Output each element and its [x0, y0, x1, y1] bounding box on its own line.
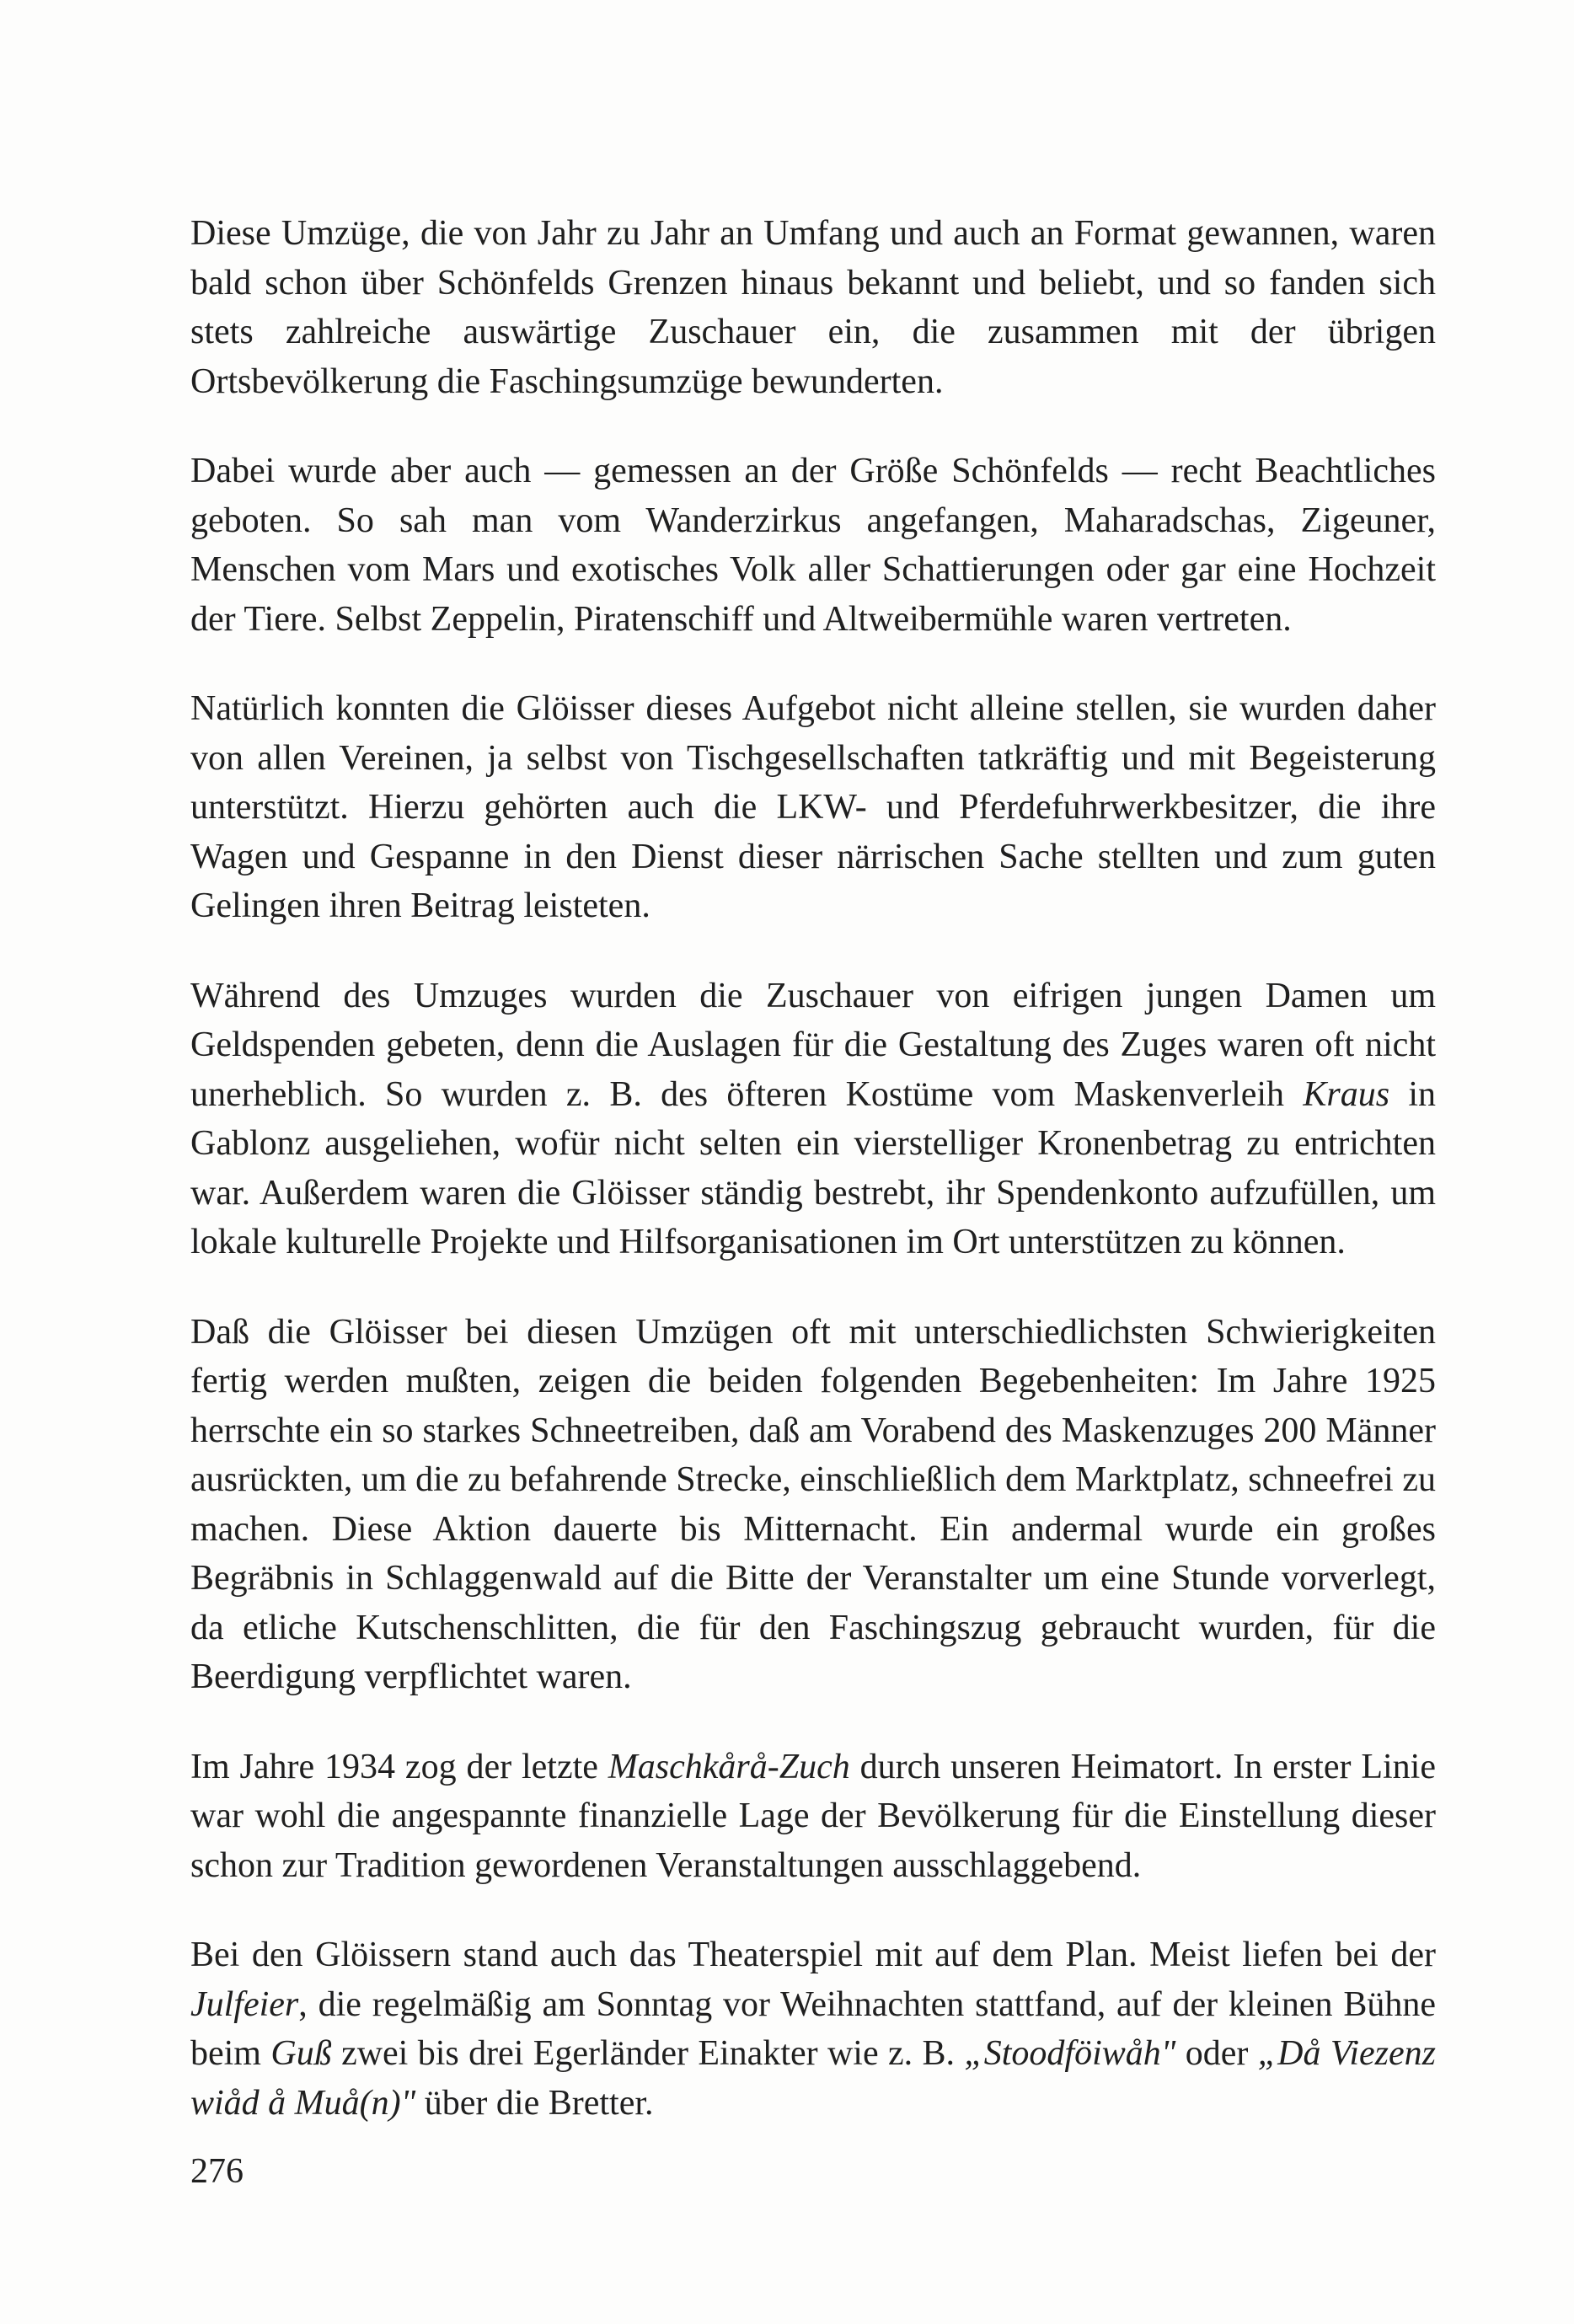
text-run: Während des Umzuges wurden die Zuschauer von eifrigen jungen Damen um Geldspenden gebeten, denn die Auslagen für die Gestaltung des Zuges waren oft nicht unerheblich. So wurden z. B. des öfteren Kostüme vom Maskenverleih: [190, 976, 1436, 1114]
text-run: Im Jahre 1934 zog der letzte: [190, 1747, 608, 1786]
italic-text: „Stoodföiwåh": [964, 2034, 1176, 2073]
text-run: durch unseren Heimatort. In erster Linie war wohl die angespannte finanzielle Lage der Bevölkerung für die Einstellung dieser schon zur Tradition gewordenen Veranstaltungen ausschlaggebend.: [190, 1747, 1436, 1885]
italic-text: Kraus: [1303, 1074, 1390, 1114]
text-run: Bei den Glöissern stand auch das Theaterspiel mit auf dem Plan. Meist liefen bei der: [190, 1936, 1436, 1974]
text-run: Daß die Glöisser bei diesen Umzügen oft mit unterschiedlichsten Schwierigkeiten fertig werden mußten, zeigen die beiden folgenden Begebenheiten: Im Jahre 1925 herrschte ein so starkes Schneetreiben, daß am Vorabend des Maskenzuges 200 Männer ausrückten, um die zu befahrende Strecke, einschließlich dem Marktplatz, schneefrei zu machen. Diese Aktion dauerte bis Mitternacht. Ein andermal wurde ein großes Begräbnis in Schlaggenwald auf die Bitte der Veranstalter um eine Stunde vorverlegt, da etliche Kutschenschlitten, die für den Faschingszug gebraucht wurden, für die Beerdigung verpflichtet waren.: [190, 1312, 1436, 1696]
italic-text: Maschkårå-Zuch: [608, 1747, 850, 1786]
italic-text: Julfeier: [190, 1984, 299, 2024]
italic-text: „Då Viezenz wiåd å Muå(n)": [190, 2034, 1437, 2123]
body-text: [190, 209, 1436, 2168]
text-run: Natürlich konnten die Glöisser dieses Aufgebot nicht alleine stellen, sie wurden daher von allen Vereinen, ja selbst von Tischgesellschaften tatkräftig und mit Begeisterung unterstützt. Hierzu gehörten auch die LKW- und Pferdefuhrwerkbesitzer, die ihre Wagen und Gespanne in den Dienst dieser närrischen Sache stellten und zum guten Gelingen ihren Beitrag leisteten.: [190, 689, 1436, 925]
paragraph: [190, 1308, 1436, 1702]
paragraph: [190, 972, 1436, 1267]
page-number: 276: [190, 2152, 244, 2191]
paragraph: [190, 1930, 1436, 2128]
text-run: zwei bis drei Egerländer Einakter wie z. B.: [331, 2034, 965, 2073]
italic-text: Guß: [270, 2034, 332, 2073]
text-run: in Gablonz ausgeliehen, wofür nicht selten ein vierstelliger Kronenbetrag zu entrichten war. Außerdem waren die Glöisser ständig bestrebt, ihr Spendenkonto aufzufüllen, um lokale kulturelle Projekte und Hilfsorganisationen im Ort unterstützen zu können.: [190, 1074, 1436, 1261]
text-run: Diese Umzüge, die von Jahr zu Jahr an Umfang und auch an Format gewannen, waren bald schon über Schönfelds Grenzen hinaus bekannt und beliebt, und so fanden sich stets zahlreiche auswärtige Zuschauer ein, die zusammen mit der übrigen Ortsbevölkerung die Faschingsumzüge bewunderten.: [190, 214, 1436, 401]
text-run: oder: [1175, 2034, 1258, 2073]
text-run: über die Bretter.: [415, 2083, 654, 2123]
paragraph: [190, 209, 1436, 406]
text-run: , die regelmäßig am Sonntag vor Weihnachten stattfand, auf der kleinen Bühne beim: [190, 1984, 1436, 2073]
paragraph: [190, 684, 1436, 931]
text-run: Dabei wurde aber auch — gemessen an der Größe Schönfelds — recht Beachtliches geboten. So sah man vom Wanderzirkus angefangen, Maharadschas, Zigeuner, Menschen vom Mars und exotisches Volk aller Schattierungen oder gar eine Hochzeit der Tiere. Selbst Zeppelin, Piratenschiff und Altweibermühle waren vertreten.: [190, 452, 1436, 639]
paragraph: [190, 447, 1436, 644]
paragraph: [190, 1743, 1436, 1891]
